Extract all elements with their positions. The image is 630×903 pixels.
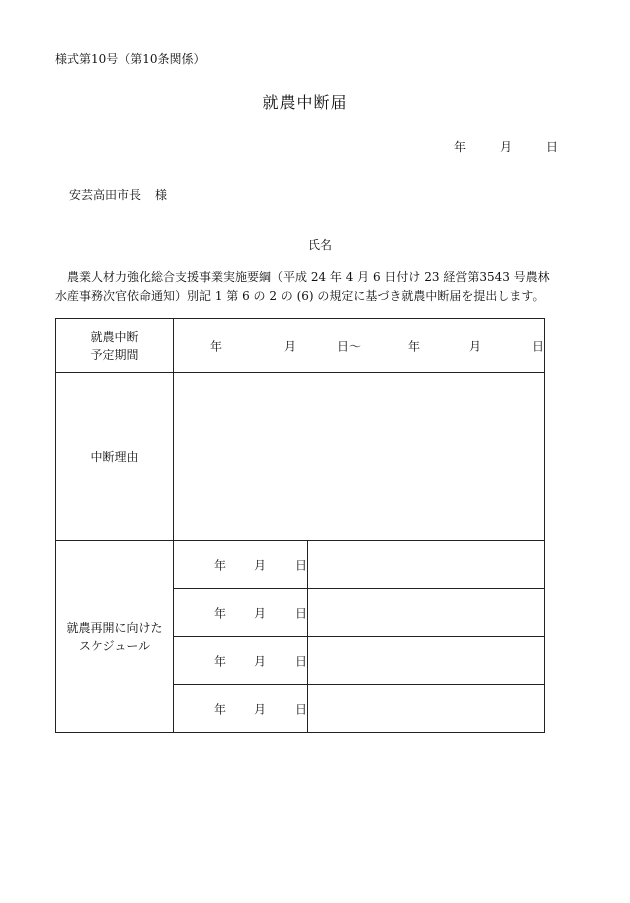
schedule-content-cell[interactable] xyxy=(308,589,545,637)
period-start-day: 日～ xyxy=(337,339,362,353)
schedule-month: 月 xyxy=(254,654,267,668)
schedule-month: 月 xyxy=(254,702,267,716)
reason-label-cell: 中断理由 xyxy=(56,373,174,541)
period-end-month: 月 xyxy=(469,339,482,353)
addressee-honorific: 様 xyxy=(155,188,168,202)
schedule-content-cell[interactable] xyxy=(308,541,545,589)
submission-date-line xyxy=(454,138,558,155)
schedule-day: 日 xyxy=(295,558,308,572)
schedule-label-line-1: 就農再開に向けた xyxy=(66,620,163,635)
addressee xyxy=(69,186,167,203)
schedule-month: 月 xyxy=(254,558,267,572)
date-day-label: 日 xyxy=(545,140,558,154)
period-end-day: 日 xyxy=(532,339,545,353)
schedule-date-cell[interactable] xyxy=(174,637,308,685)
form-number: 様式第10号（第10条関係） xyxy=(55,52,206,66)
schedule-year: 年 xyxy=(214,558,227,572)
body-line-1: 農業人材力強化総合支援事業実施要綱（平成 24 年 4 月 6 日付け 23 経営第3543 号農林 xyxy=(67,270,550,284)
period-start-month: 月 xyxy=(284,339,297,353)
page-title: 就農中断届 xyxy=(262,93,348,112)
schedule-day: 日 xyxy=(295,702,308,716)
schedule-day: 日 xyxy=(295,654,308,668)
body-line-2: 水産事務次官依命通知）別記 1 第 6 の 2 の (6) の規定に基づき就農中断届を提出します。 xyxy=(55,289,545,303)
schedule-label-cell xyxy=(56,541,174,733)
period-value-cell[interactable] xyxy=(174,319,545,373)
applicant-name-label: 氏名 xyxy=(308,238,333,252)
schedule-date-cell[interactable] xyxy=(174,685,308,733)
date-year-label: 年 xyxy=(453,140,466,154)
schedule-content-cell[interactable] xyxy=(308,637,545,685)
period-label-line-1: 就農中断 xyxy=(90,329,139,344)
schedule-year: 年 xyxy=(214,702,227,716)
schedule-label-line-2: スケジュール xyxy=(78,638,151,653)
period-end-year: 年 xyxy=(408,339,421,353)
period-start-year: 年 xyxy=(210,339,223,353)
schedule-year: 年 xyxy=(214,654,227,668)
schedule-date-cell[interactable] xyxy=(174,589,308,637)
reason-row xyxy=(56,373,545,541)
schedule-row xyxy=(56,541,545,589)
period-row xyxy=(56,319,545,373)
schedule-content-cell[interactable] xyxy=(308,685,545,733)
schedule-day: 日 xyxy=(295,606,308,620)
schedule-date-cell[interactable] xyxy=(174,541,308,589)
period-label-cell xyxy=(56,319,174,373)
date-month-label: 月 xyxy=(499,140,512,154)
schedule-month: 月 xyxy=(254,606,267,620)
schedule-year: 年 xyxy=(214,606,227,620)
addressee-name: 安芸高田市長 xyxy=(69,188,142,202)
period-label-line-2: 予定期間 xyxy=(90,347,139,362)
body-paragraph xyxy=(55,268,555,306)
reason-value-cell[interactable] xyxy=(174,373,545,541)
form-table xyxy=(55,318,545,733)
